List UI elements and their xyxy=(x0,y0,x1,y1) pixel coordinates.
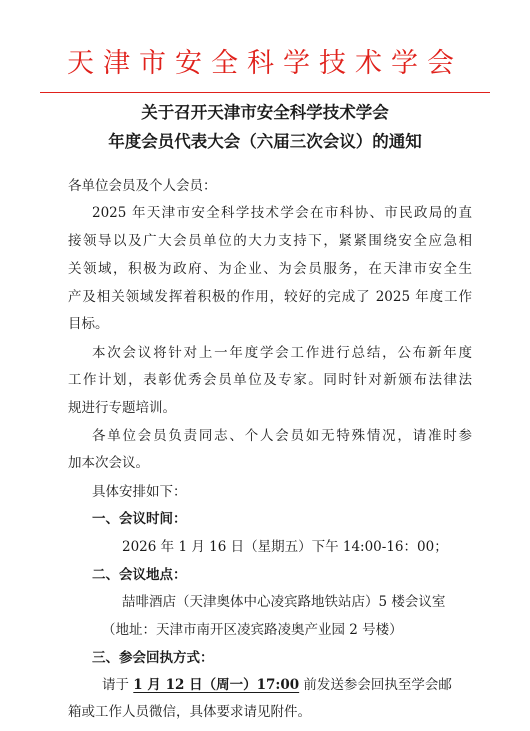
document-title-line1: 关于召开天津市安全科学技术学会 xyxy=(141,103,389,122)
paragraph-1-line-3: 关领域，积极为政府、为企业、为会员服务，在天津市安全生 xyxy=(68,261,472,277)
paragraph-3-line-2: 加本次会议。 xyxy=(68,455,149,471)
section-time-heading: 一、会议时间： xyxy=(92,511,187,527)
paragraph-2-line-3: 规进行专题培训。 xyxy=(68,400,176,416)
section-place-heading: 二、会议地点： xyxy=(92,567,187,583)
section-reply-line-2: 箱或工作人员微信，具体要求请见附件。 xyxy=(68,704,311,720)
paragraph-3-line-1: 各单位会员负责同志、个人会员如无特殊情况，请准时参 xyxy=(92,428,472,444)
paragraph-1-line-4: 产及相关领域发挥着积极的作用，较好的完成了 2025 年度工作 xyxy=(68,289,472,305)
section-time-value: 2026 年 1 月 16 日（星期五）下午 14:00-16：00； xyxy=(122,539,448,555)
paragraph-1-line-2: 接领导以及广大会员单位的大力支持下，紧紧围绕安全应急相 xyxy=(68,233,472,249)
paragraph-2-line-1: 本次会议将针对上一年度学会工作进行总结，公布新年度 xyxy=(92,345,472,361)
salutation: 各单位会员及个人会员： xyxy=(68,178,217,194)
section-place-line-1: 喆啡酒店（天津奥体中心凌宾路地铁站店）5 楼会议室 xyxy=(122,594,446,610)
paragraph-2-line-2: 工作计划，表彰优秀会员单位及专家。同时针对新颁布法律法 xyxy=(68,372,472,388)
document-title-line2: 年度会员代表大会（六届三次会议）的通知 xyxy=(108,132,422,151)
reply-deadline: 1 月 12 日（周一）17:00 xyxy=(133,677,300,693)
paragraph-1-line-1: 2025 年天津市安全科学技术学会在市科协、市民政局的直 xyxy=(92,205,472,221)
section-reply-line-1 xyxy=(102,675,472,695)
paragraph-1-line-5: 目标。 xyxy=(68,316,109,332)
reply-prefix: 请于 xyxy=(102,677,134,693)
org-name-header: 天津市安全科学技术学会 xyxy=(67,48,463,79)
reply-suffix: 前发送参会回执至学会邮 xyxy=(299,677,452,693)
section-place-line-2: （地址：天津市南开区凌宾路凌奥产业园 2 号楼） xyxy=(102,622,403,638)
section-reply-heading: 三、参会回执方式： xyxy=(92,650,214,666)
arrangement-intro: 具体安排如下： xyxy=(92,484,187,500)
red-divider-rule xyxy=(40,92,490,93)
